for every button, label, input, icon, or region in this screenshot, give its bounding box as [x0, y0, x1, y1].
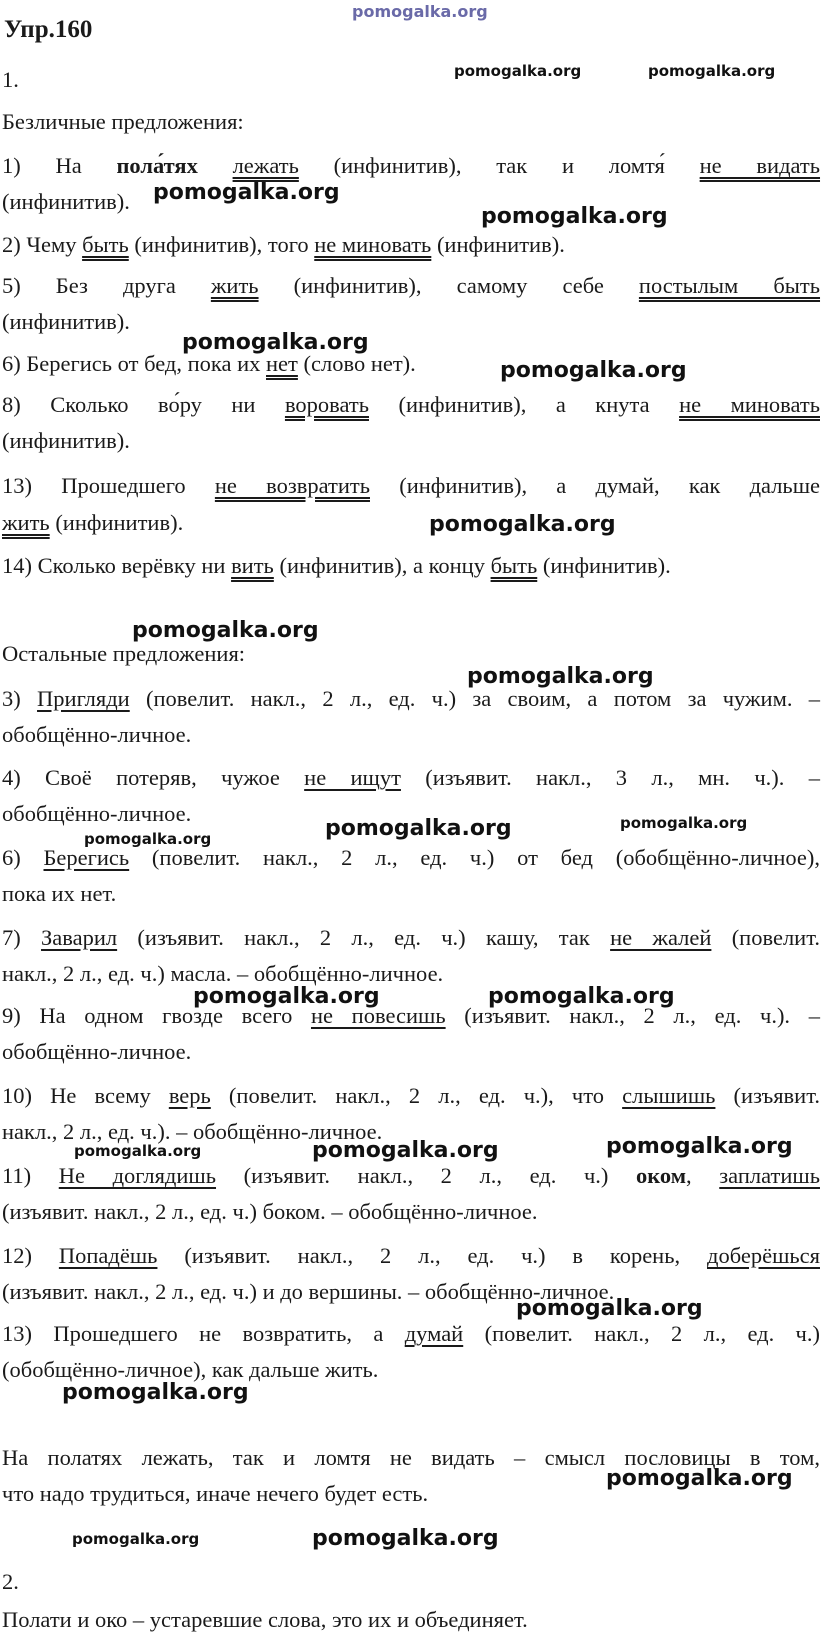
sentence-13-line-2: жить (инфинитив). [2, 510, 184, 535]
other-10-line-1: 10) Не всему верь (повелит. накл., 2 л., ед. ч.), что слышишь (изъявит. [2, 1083, 820, 1108]
watermark: pomogalka.org [648, 62, 776, 80]
watermark: pomogalka.org [74, 1142, 202, 1160]
section-number-1: 1. [2, 67, 19, 92]
sentence-8-line-2: (инфинитив). [2, 428, 130, 453]
other-13-line-1: 13) Прошедшего не возвратить, а думай (повелит. накл., 2 л., ед. ч.) [2, 1321, 820, 1346]
other-9-line-1: 9) На одном гвозде всего не повесишь (изъявит. накл., 2 л., ед. ч.). – [2, 1003, 820, 1028]
other-4-line-2: обобщённо-личное. [2, 801, 192, 826]
sentence-13-line-1: 13) Прошедшего не возвратить (инфинитив), а думай, как дальше [2, 473, 821, 498]
watermark: pomogalka.org [84, 830, 212, 848]
sentence-14: 14) Сколько верёвку ни вить (инфинитив), а концу быть (инфинитив). [2, 553, 671, 578]
other-9-line-2: обобщённо-личное. [2, 1039, 192, 1064]
watermark: pomogalka.org [606, 1134, 793, 1159]
watermark: pomogalka.org [481, 204, 668, 229]
other-6-line-1: 6) Берегись (повелит. накл., 2 л., ед. ч.) от бед (обобщённо-личное), [2, 845, 820, 870]
watermark: pomogalka.org [325, 816, 512, 841]
meaning-line-2: что надо трудиться, иначе нечего будет есть. [2, 1481, 429, 1506]
impersonal-heading: Безличные предложения: [2, 109, 244, 134]
other-4-line-1: 4) Своё потеряв, чужое не ищут (изъявит. накл., 3 л., мн. ч.). – [2, 765, 820, 790]
sentence-5-line-2: (инфинитив). [2, 309, 130, 334]
section-number-2: 2. [2, 1569, 19, 1594]
sentence-1-line-2: (инфинитив). [2, 189, 130, 214]
watermark: pomogalka.org [429, 512, 616, 537]
watermark: pomogalka.org [312, 1526, 499, 1551]
sentence-1-line-1: 1) На пола́тях лежать (инфинитив), так и ломтя́ не видать [2, 153, 821, 178]
other-heading: Остальные предложения: [2, 641, 246, 666]
other-6-line-2: пока их нет. [2, 881, 117, 906]
closing-sentence: Полати и око – устаревшие слова, это их и объединяет. [2, 1607, 528, 1632]
watermark: pomogalka.org [620, 814, 748, 832]
meaning-line-1: На полатях лежать, так и ломтя не видать – смысл пословицы в том, [2, 1445, 820, 1470]
other-7-line-2: накл., 2 л., ед. ч.) масла. – обобщённо-личное. [2, 961, 444, 986]
other-11-line-2: (изъявит. накл., 2 л., ед. ч.) боком. – обобщённо-личное. [2, 1199, 538, 1224]
other-3-line-1: 3) Пригляди (повелит. накл., 2 л., ед. ч.) за своим, а потом за чужим. – [2, 686, 820, 711]
sentence-2: 2) Чему быть (инфинитив), того не миновать (инфинитив). [2, 232, 565, 257]
watermark: pomogalka.org [467, 664, 654, 689]
watermark: pomogalka.org [153, 180, 340, 205]
watermark: pomogalka.org [352, 2, 488, 21]
page-title: Упр.160 [4, 16, 93, 43]
watermark: pomogalka.org [454, 62, 582, 80]
watermark: pomogalka.org [312, 1138, 499, 1163]
watermark: pomogalka.org [132, 618, 319, 643]
other-12-line-2: (изъявит. накл., 2 л., ед. ч.) и до вершины. – обобщённо-личное. [2, 1279, 615, 1304]
other-12-line-1: 12) Попадёшь (изъявит. накл., 2 л., ед. ч.) в корень, доберёшься [2, 1243, 820, 1268]
watermark: pomogalka.org [193, 984, 380, 1009]
other-13-line-2: (обобщённо-личное), как дальше жить. [2, 1357, 379, 1382]
other-7-line-1: 7) Заварил (изъявит. накл., 2 л., ед. ч.) кашу, так не жалей (повелит. [2, 925, 820, 950]
other-3-line-2: обобщённо-личное. [2, 722, 192, 747]
watermark: pomogalka.org [500, 358, 687, 383]
sentence-5-line-1: 5) Без друга жить (инфинитив), самому себе постылым быть [2, 273, 821, 298]
watermark: pomogalka.org [182, 330, 369, 355]
other-10-line-2: накл., 2 л., ед. ч.). – обобщённо-личное. [2, 1119, 383, 1144]
watermark: pomogalka.org [516, 1296, 703, 1321]
sentence-8-line-1: 8) Сколько во́ру ни воровать (инфинитив), а кнута не миновать [2, 392, 820, 417]
watermark: pomogalka.org [488, 984, 675, 1009]
watermark: pomogalka.org [62, 1380, 249, 1405]
sentence-6: 6) Берегись от бед, пока их нет (слово нет). [2, 351, 416, 376]
watermark: pomogalka.org [606, 1466, 793, 1491]
other-11-line-1: 11) Не доглядишь (изъявит. накл., 2 л., ед. ч.) оком, заплатишь [2, 1163, 820, 1188]
watermark: pomogalka.org [72, 1530, 200, 1548]
